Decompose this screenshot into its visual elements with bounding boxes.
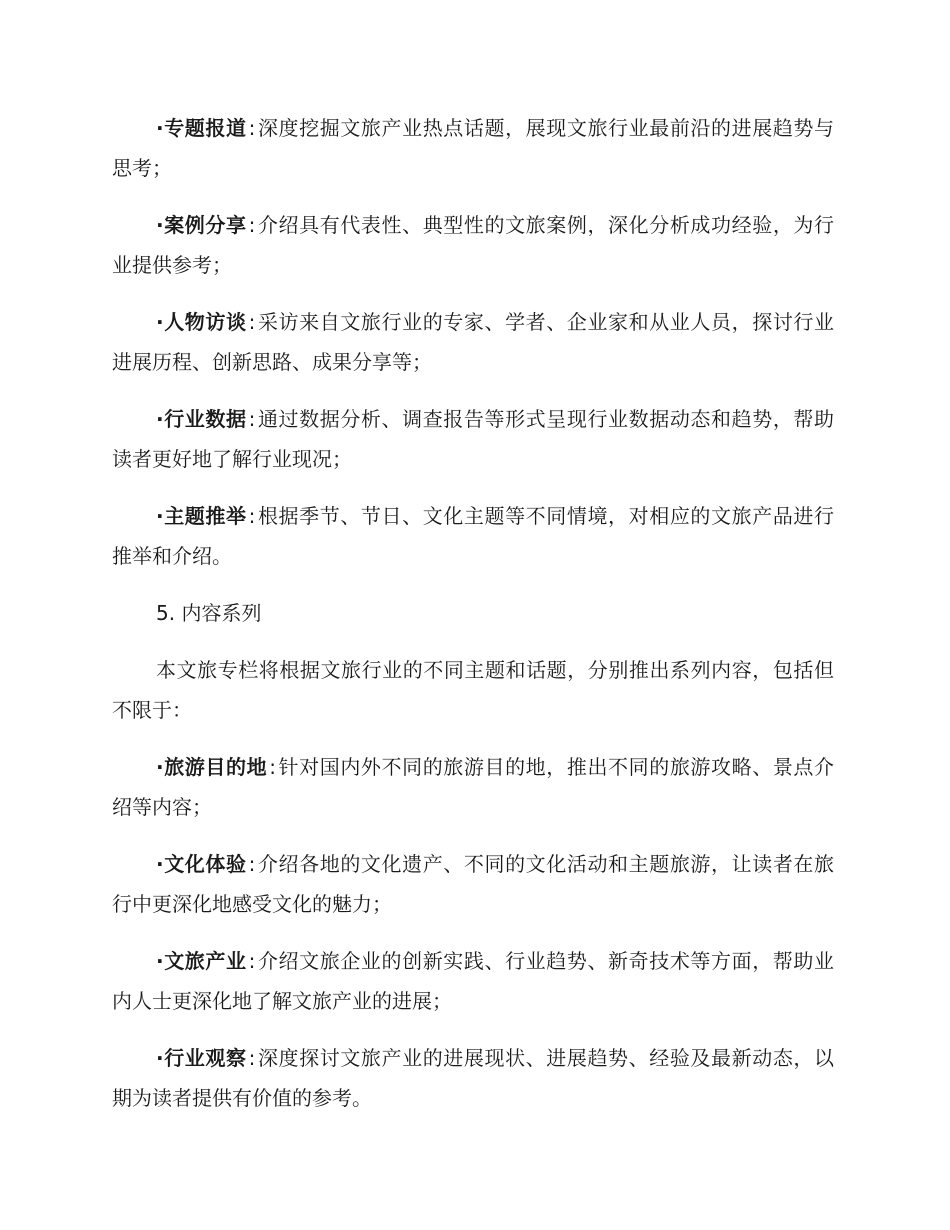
item-text: 采访来自文旅行业的专家、学者、企业家和从业人员，探讨行业进展历程、创新思路、成果分享等； (112, 310, 835, 374)
item-text: 介绍各地的文化遗产、不同的文化活动和主题旅游，让读者在旅行中更深化地感受文化的魅力； (112, 852, 835, 916)
colon: : (248, 213, 256, 237)
item-term (156, 852, 247, 876)
item-term (156, 116, 247, 140)
item-term (156, 407, 247, 431)
list-item (112, 747, 834, 827)
item-text: 介绍文旅企业的创新实践、行业趋势、新奇技术等方面，帮助业内人士更深化地了解文旅产业的进展； (112, 949, 835, 1013)
term-label: 行业观察 (163, 1046, 247, 1070)
item-text: 深度探讨文旅产业的进展现状、进展趋势、经验及最新动态，以期为读者提供有价值的参考。 (112, 1046, 835, 1110)
bullet: · (156, 310, 164, 334)
list-item (112, 108, 834, 188)
colon: : (248, 852, 256, 876)
item-term (156, 504, 247, 528)
item-term (156, 755, 267, 779)
item-term (156, 310, 247, 334)
bullet: · (156, 1046, 164, 1070)
item-term (156, 949, 247, 973)
item-text: 针对国内外不同的旅游目的地，推出不同的旅游攻略、景点介绍等内容； (112, 755, 835, 819)
colon: : (248, 949, 256, 973)
bullet: · (156, 504, 164, 528)
item-text: 通过数据分析、调查报告等形式呈现行业数据动态和趋势，帮助读者更好地了解行业现况； (112, 407, 835, 471)
list-item (112, 205, 834, 285)
term-label: 人物访谈 (163, 310, 247, 334)
term-label: 行业数据 (163, 407, 247, 431)
term-label: 文化体验 (163, 852, 247, 876)
item-term (156, 1046, 247, 1070)
section-heading: 5. 内容系列 (156, 601, 262, 625)
document-body (112, 108, 834, 1135)
bullet: · (156, 852, 164, 876)
item-text: 介绍具有代表性、典型性的文旅案例，深化分析成功经验，为行业提供参考； (112, 213, 835, 277)
term-label: 旅游目的地 (163, 755, 268, 779)
item-term (156, 213, 247, 237)
colon: : (248, 116, 256, 140)
bullet: · (156, 213, 164, 237)
list-item (112, 844, 834, 924)
colon: : (248, 1046, 256, 1070)
term-label: 专题报道 (163, 116, 247, 140)
colon: : (248, 407, 256, 431)
bullet: · (156, 755, 164, 779)
list-item (112, 302, 834, 382)
colon: : (248, 504, 256, 528)
item-text: 根据季节、节日、文化主题等不同情境，对相应的文旅产品进行推举和介绍。 (112, 504, 835, 568)
list-item (112, 941, 834, 1021)
colon: : (248, 310, 256, 334)
term-label: 文旅产业 (163, 949, 247, 973)
term-label: 案例分享 (163, 213, 247, 237)
bullet: · (156, 407, 164, 431)
intro-paragraph: 本文旅专栏将根据文旅行业的不同主题和话题，分别推出系列内容，包括但不限于： (112, 658, 834, 722)
bullet: · (156, 949, 164, 973)
list-item (112, 399, 834, 479)
term-label: 主题推举 (163, 504, 247, 528)
item-text: 深度挖掘文旅产业热点话题，展现文旅行业最前沿的进展趋势与思考； (112, 116, 835, 180)
bullet: · (156, 116, 164, 140)
list-item (112, 496, 834, 576)
list-item (112, 1038, 834, 1118)
colon: : (269, 755, 276, 779)
